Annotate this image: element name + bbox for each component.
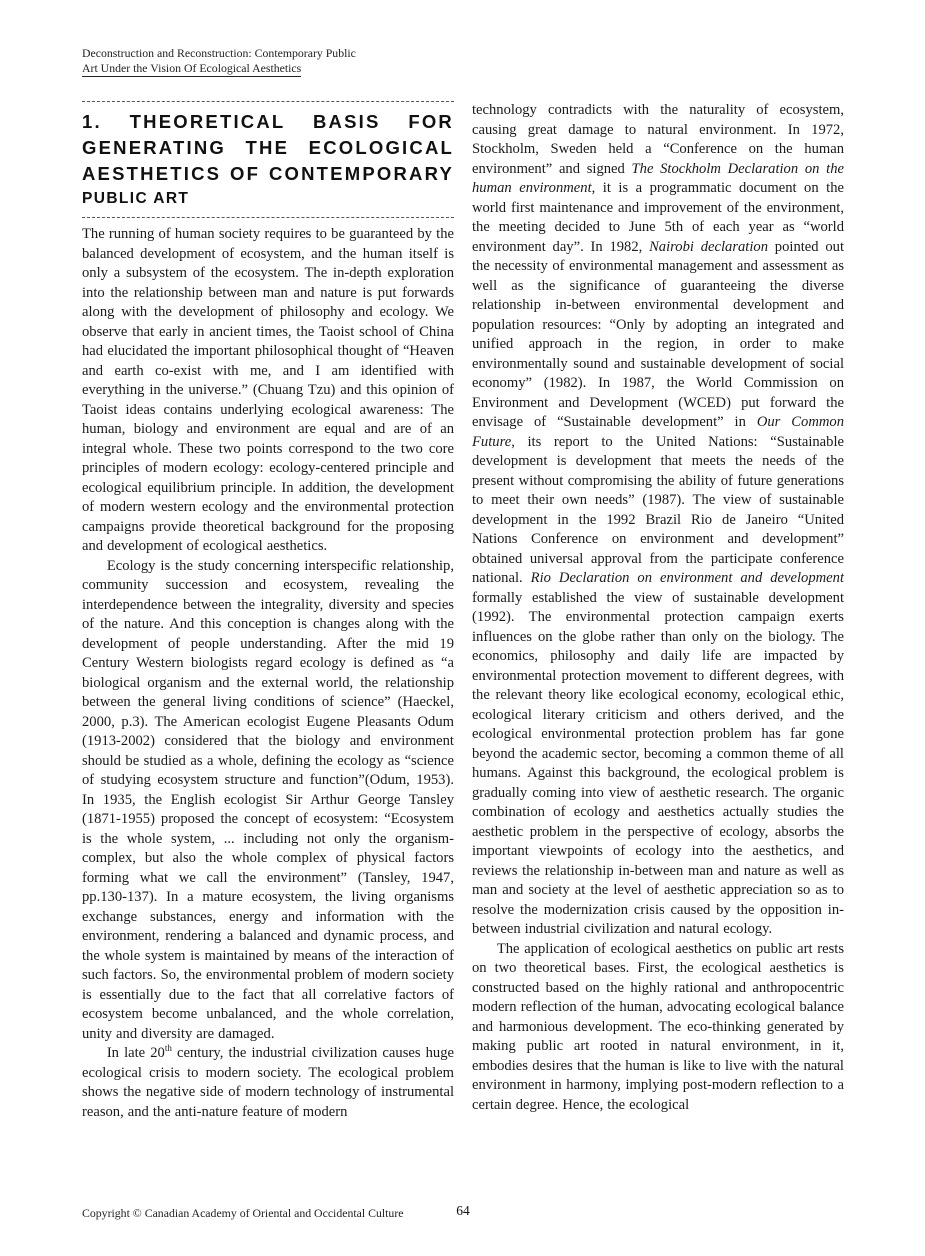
text-segment: The application of ecological aesthetics on public art rests on two theoretical bases. First, the ecological aesthetics is constructed based on the highly rational and anthropocentric modern reflection of the human, advocating ecological balance and harmonious development. The eco-thinking generated by making public art rooted in natural environment, in it, embodies desires that the human is like to live with the natural environment in harmony, implying post-modern reflection to a certain degree. Hence, the ecological [472,940,844,1113]
left-column [82,101,454,1163]
text-segment: century, the industrial civilization causes huge ecological crisis to modern society. The ecological problem shows the negative side of modern technology of instrumental reason, and the anti-nature feature of modern [82,1045,454,1120]
paragraph [82,1044,454,1122]
text-segment: formally established the view of sustainable development (1992). The environmental protection campaign exerts influences on the globe rather than only on the biology. The economics, philosophy and daily life are impacted by environmental protection movement to different degrees, with the relevant theory like ecological economy, ecological ethic, ecological literary criticism and others derived, and the ecological environmental protection problem has far gone beyond the academic sector, becoming a common theme of all humans. Against this background, the ecological problem is gradually coming into view of aesthetic research. The organic combination of ecology and aesthetics actually studies the aesthetic problem in the perspective of ecology, absorbs the important viewpoints of ecology into the aesthetics, and reviews the relationship in-between man and nature as well as man and society at the level of aesthetic appreciation so as to resolve the modernization crisis caused by the opposition in-between industrial civilization and natural ecology. [472,589,844,937]
section-heading-main: 1. THEORETICAL BASIS FOR GENERATING THE ECOLOGICAL AESTHETICS OF CONTEMPORARY [82,111,454,184]
page-number: 64 [456,1203,470,1218]
text-segment: pointed out the necessity of environmental management and assessment as well as the significance of guaranteeing the diverse relationship in-between environmental development and population resources: “Only by adopting an integrated and unified approach in the region, in order to make environmentally sound and sustainable development of social economy” (1982). In 1987, the World Commission on Environment and Development (WCED) put forward the envisage of “Sustainable development” in [472,238,844,430]
section-heading-tail: PUBLIC ART [82,190,190,207]
section-heading [82,101,454,218]
two-column-body [82,101,844,1163]
running-header [82,46,844,77]
text-segment: In late 20 [106,1045,165,1061]
text-segment: Ecology is the study concerning interspecific relationship, community succession and ecosystem, revealing the interdependence between the integrality, diversity and species of the nature. And this conception is changes along with the development of people understanding. After the mid 19 Century Western biologists regard ecology is defined as “a biological organism and the external world, the relationship between the general living conditions of science” (Haeckel, 2000, p.3). The American ecologist Eugene Pleasants Odum (1913-2002) considered that the biology and environment should be studied as a whole, defining the ecology as “science of studying ecosystem structure and function”(Odum, 1953). In 1935, the English ecologist Sir Arthur George Tansley (1871-1955) proposed the concept of ecosystem: “Ecosystem is the whole system, ... including not only the organism-complex, but also the whole complex of physical factors forming what we call the environment” (Tansley, 1947, pp.130-137). In a mature ecosystem, the living organisms exchange substances, energy and information with the environment, rendering a balanced and dynamic process, and the whole system is maintained by means of the interaction of such factors. So, the environmental problem of modern society is essentially due to the fact that all correlative factors of ecosystem become unbalanced, and the whole correlation, unity and diversity are damaged. [82,557,454,1042]
right-column-text [472,101,844,1115]
text-segment: , its report to the United Nations: “Sustainable development is development that meets the needs of the present without compromising the ability of future generations to meet their own needs” (1987). The view of sustainable development in the 1992 Brazil Rio de Janeiro “United Nations Conference on environment and development” obtained universal approval from the participate conference national. [472,433,844,586]
right-column [472,101,844,1163]
paragraph [472,101,844,940]
text-segment: , it is a programmatic document on the world first maintenance and improvement of the environment, the meeting decided to June 5th of each year as “world environment day”. In 1982, [472,180,844,255]
italic-text: Nairobi declaration [649,238,769,255]
running-header-line1: Deconstruction and Reconstruction: Contemporary Public [82,46,356,60]
superscript-text: th [164,1043,172,1054]
italic-text: Rio Declaration on environment and development [530,570,844,586]
paragraph [82,557,454,1045]
page-footer [82,1204,844,1222]
paragraph [472,940,844,1116]
footer-copyright: Copyright © Canadian Academy of Oriental and Occidental Culture [82,1206,404,1220]
left-column-text [82,225,454,1122]
italic-text: The Stockholm Declaration on the human environment [472,160,844,196]
text-segment: technology contradicts with the naturality of ecosystem, causing great damage to natural environment. In 1972, Stockholm, Sweden held a “Conference on the human environment” and signed [472,102,844,177]
paragraph [82,225,454,557]
running-header-line2: Art Under the Vision Of Ecological Aesthetics [82,61,301,78]
italic-text: Our Common Future [472,414,844,450]
text-segment: The running of human society requires to be guaranteed by the balanced development of ecosystem, and the human itself is only a subsystem of the ecosystem. The in-depth exploration into the relationship between man and nature is put forwards along with the development of philosophy and ecology. We observe that early in ancient times, the Taoist school of China had elucidated the important philosophical thought of “Heaven and earth co-exist with me, and I am identified with everything in the universe.” (Chuang Tzu) and this opinion of Taoist ideas contains underlying ecological awareness: The human, biology and environment are equal and are of an integral whole. These two points correspond to the two core principles of modern ecology: ecology-centered principle and ecological equilibrium principle. In addition, the development of modern western ecology and the environmental protection campaigns provide theoretical background for the proposing and development of ecological aesthetics. [82,226,454,554]
